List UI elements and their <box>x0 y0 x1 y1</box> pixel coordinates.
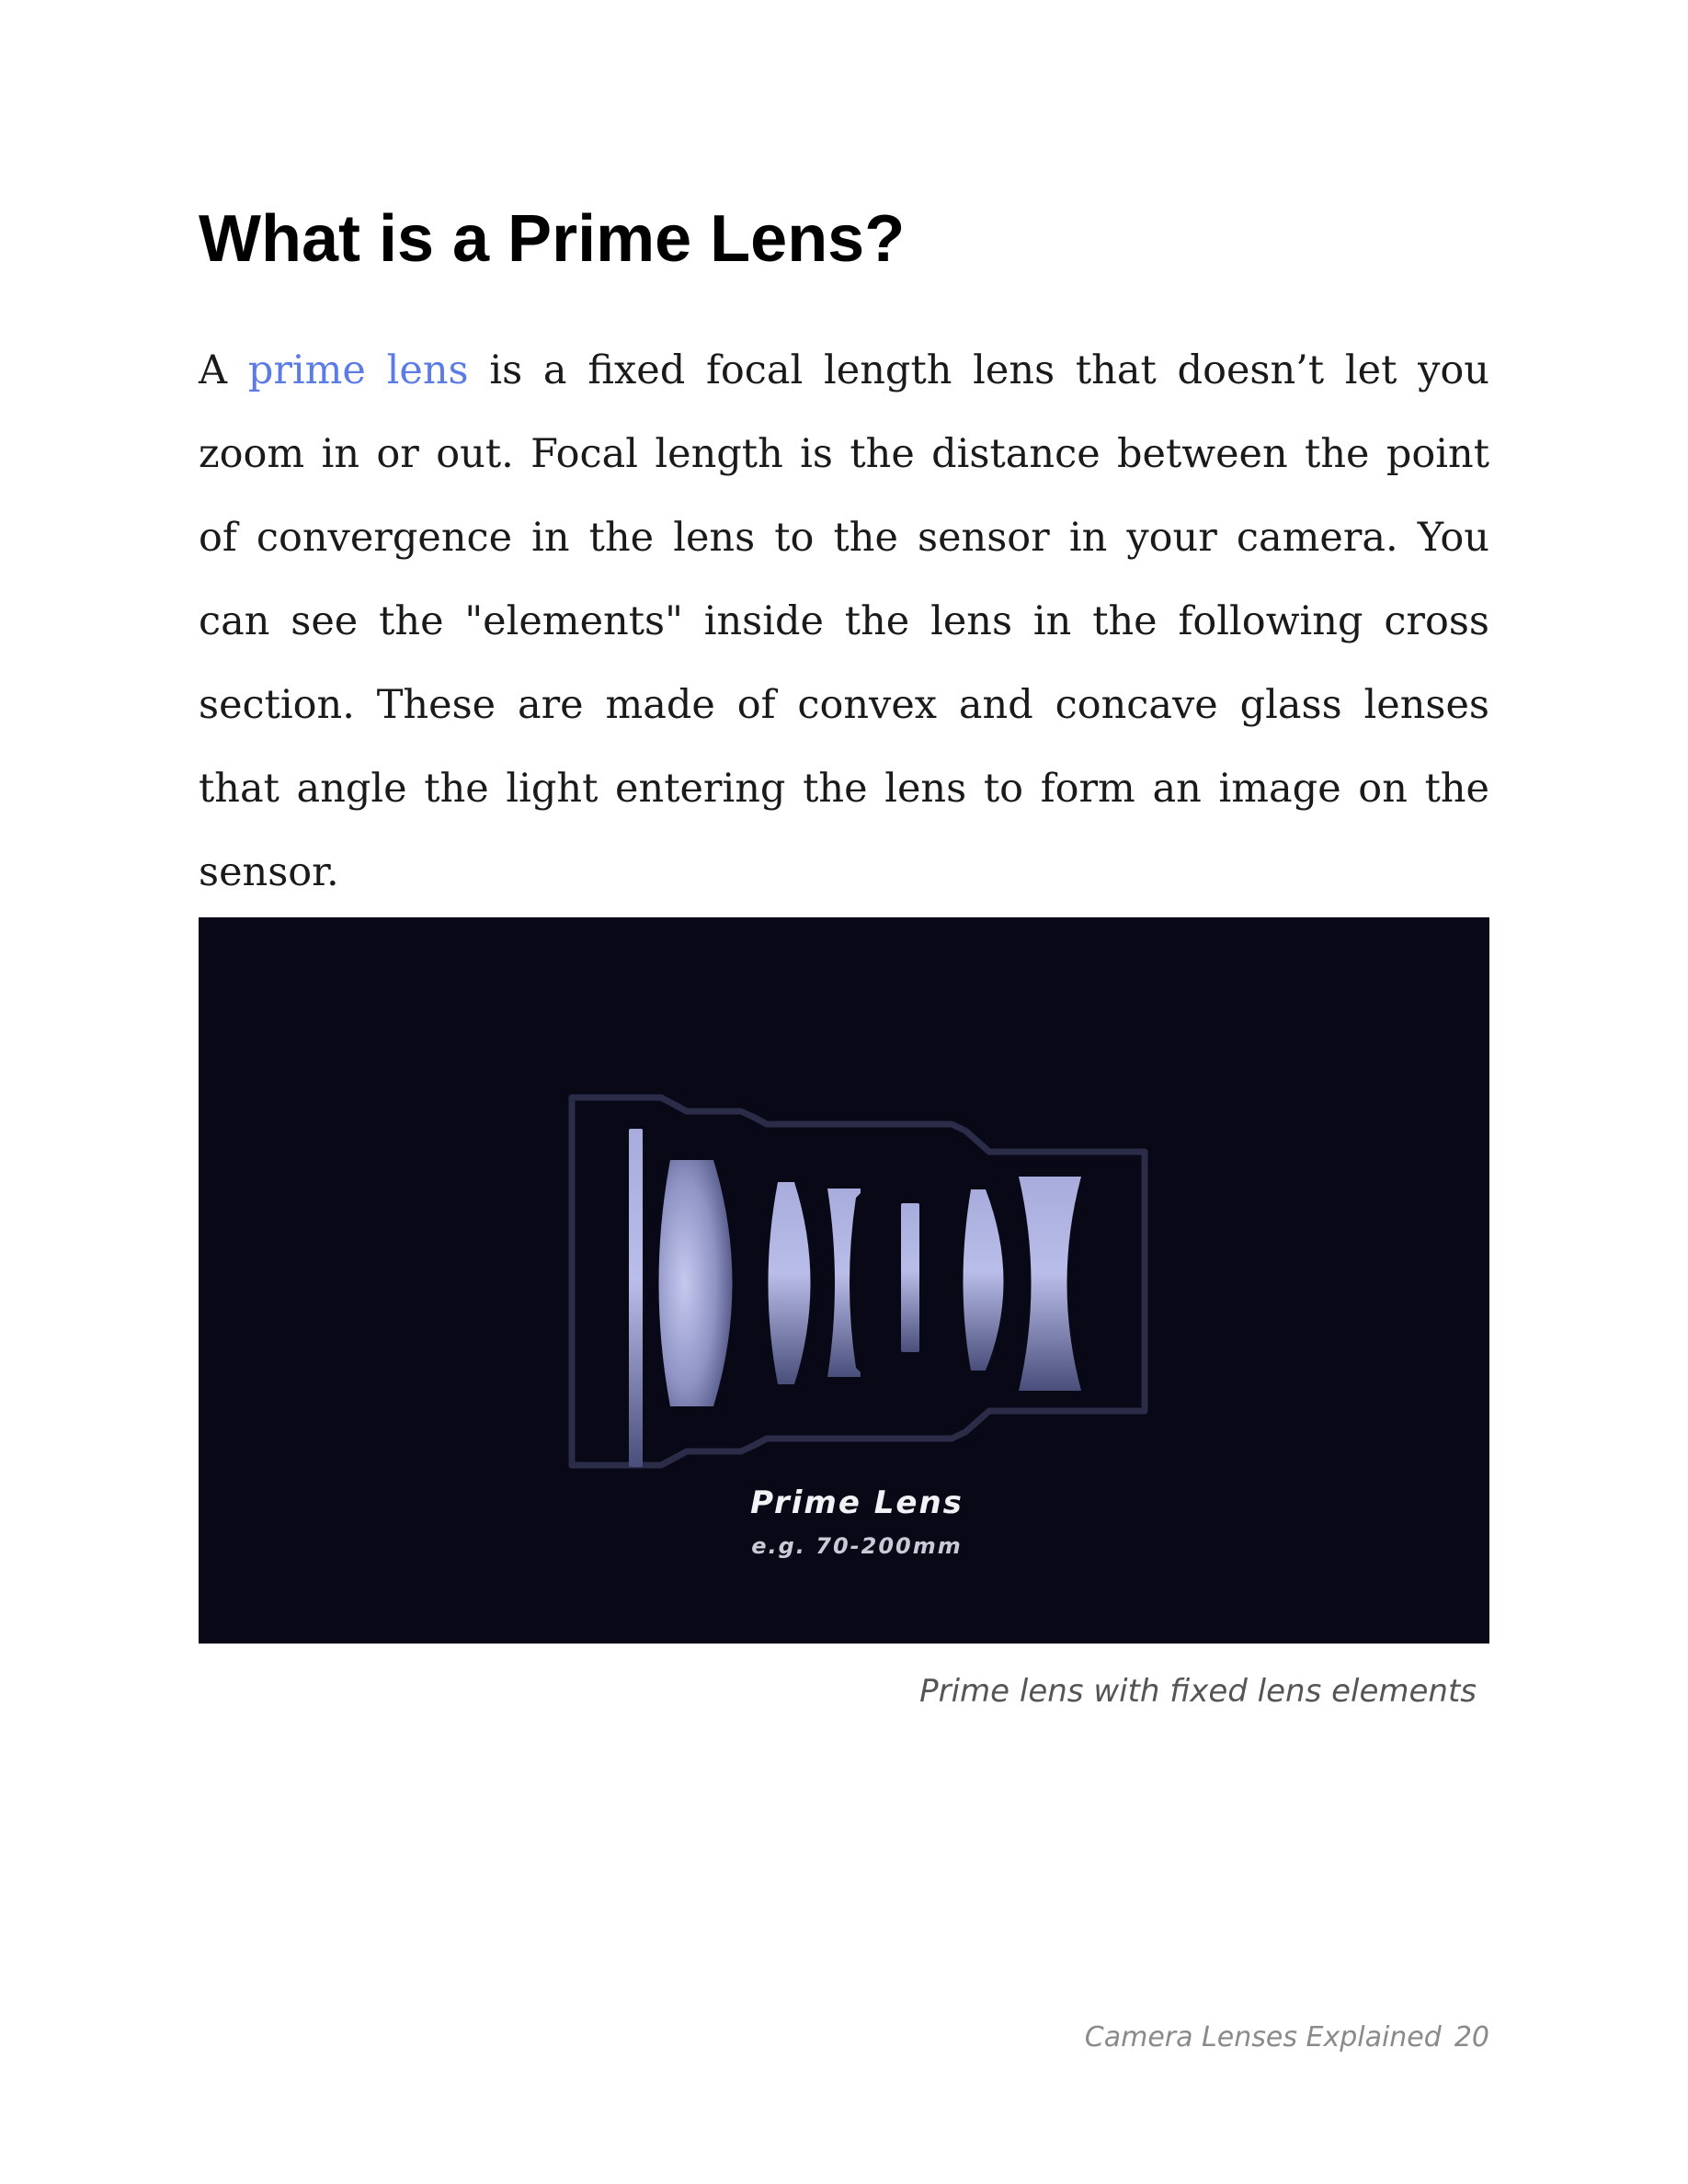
lens-element-thin <box>901 1203 919 1352</box>
page-title: What is a Prime Lens? <box>199 202 906 276</box>
lens-element-large-convex <box>659 1160 733 1406</box>
paragraph-rest: is a fixed focal length lens that doesn’t let you zoom in or out. Focal length is the distance between the point of convergence in the lens to the sensor in your camera. You can see the "elements" inside the lens in the following cross section. These are made of convex and concave glass lenses that angle the light entering the lens to form an image on the sensor. <box>199 347 1489 895</box>
footer-book-title: Camera Lenses Explained <box>1084 2021 1442 2053</box>
figure-label-subtitle: e.g. 70-200mm <box>751 1533 963 1559</box>
lens-element-concave-1 <box>827 1189 861 1377</box>
lens-element-convex-2 <box>769 1182 811 1384</box>
lens-element-front-flat <box>629 1129 643 1467</box>
body-paragraph <box>199 329 1489 915</box>
figure-label-title: Prime Lens <box>750 1484 964 1521</box>
lens-element-convex-3 <box>964 1189 1004 1371</box>
lens-element-concave-rear <box>1019 1177 1081 1391</box>
paragraph-lead: A <box>199 347 248 393</box>
figure-caption: Prime lens with fixed lens elements <box>919 1673 1477 1710</box>
page-footer <box>1085 2019 1489 2056</box>
footer-page-number: 20 <box>1454 2021 1489 2053</box>
prime-lens-link[interactable]: prime lens <box>247 347 469 393</box>
prime-lens-figure <box>199 917 1489 1644</box>
lens-cross-section-diagram <box>199 917 1489 1644</box>
